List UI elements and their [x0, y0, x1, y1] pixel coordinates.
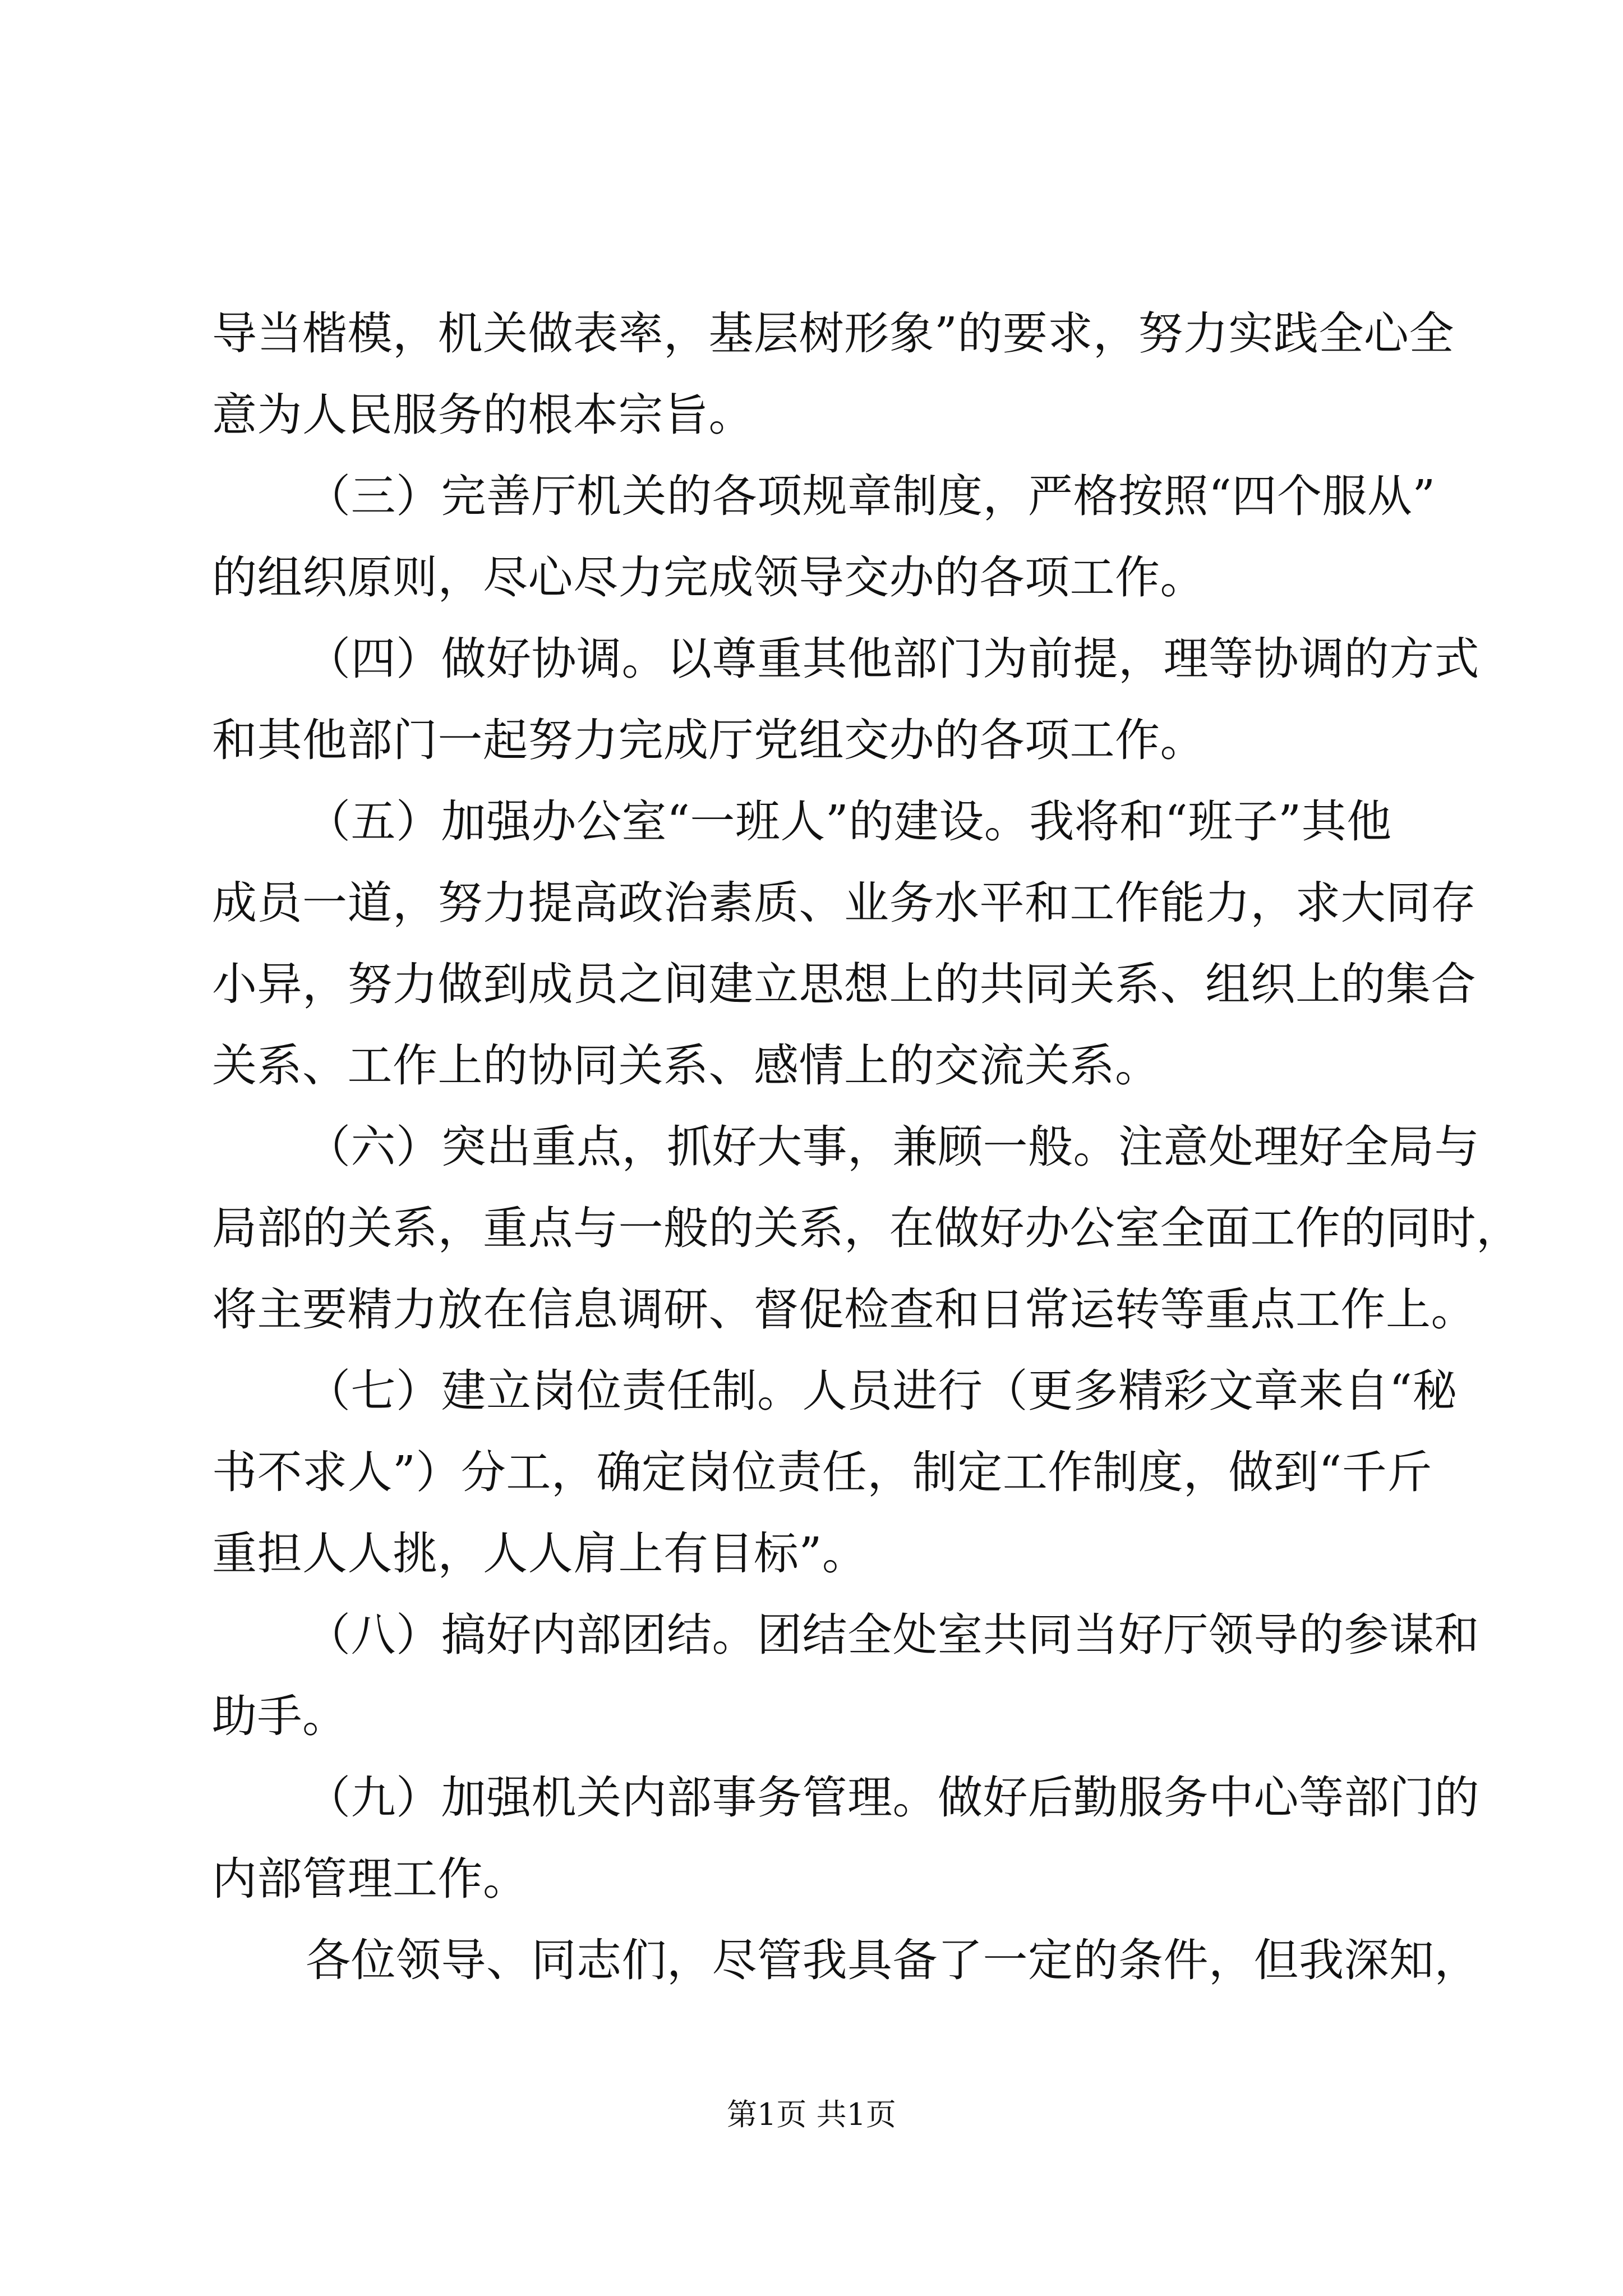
paragraph-line: （七）建立岗位责任制。人员进行（更多精彩文章来自“秘 [306, 1365, 1458, 1417]
paragraph-line: 重担人人挑，人人肩上有目标”。 [212, 1527, 868, 1580]
paragraph-line: 意为人民服务的根本宗旨。 [212, 389, 754, 441]
paragraph-line: 局部的关系，重点与一般的关系，在做好办公室全面工作的同时， [212, 1202, 1521, 1254]
paragraph-line: 各位领导、同志们，尽管我具备了一定的条件，但我深知， [306, 1934, 1479, 1986]
paragraph-line: 将主要精力放在信息调研、督促检查和日常运转等重点工作上。 [212, 1283, 1476, 1336]
paragraph-line: （六）突出重点，抓好大事，兼顾一般。注意处理好全局与 [306, 1121, 1479, 1173]
paragraph-line: 和其他部门一起努力完成厅党组交办的各项工作。 [212, 714, 1205, 766]
paragraph-line: 导当楷模，机关做表率，基层树形象”的要求，努力实践全心全 [212, 307, 1454, 360]
paragraph-line: （四）做好协调。以尊重其他部门为前提，理等协调的方式 [306, 633, 1479, 685]
paragraph-line: 书不求人”）分工，确定岗位责任，制定工作制度，做到“千斤 [212, 1446, 1432, 1498]
paragraph-line: 助手。 [212, 1690, 348, 1742]
paragraph-line: 小异，努力做到成员之间建立思想上的共同关系、组织上的集合 [212, 958, 1476, 1010]
paragraph-line: 内部管理工作。 [212, 1853, 528, 1905]
paragraph-line: （八）搞好内部团结。团结全处室共同当好厅领导的参谋和 [306, 1609, 1479, 1661]
paragraph-line: （五）加强办公室“一班人”的建设。我将和“班子”其他 [306, 795, 1392, 848]
paragraph-line: （三）完善厅机关的各项规章制度，严格按照“四个服从” [306, 470, 1436, 522]
page-footer: 第1页 共1页 [727, 2097, 896, 2132]
paragraph-line: （九）加强机关内部事务管理。做好后勤服务中心等部门的 [306, 1772, 1479, 1824]
paragraph-line: 的组织原则，尽心尽力完成领导交办的各项工作。 [212, 551, 1205, 604]
paragraph-line: 成员一道，努力提高政治素质、业务水平和工作能力，求大同存 [212, 877, 1476, 929]
paragraph-line: 关系、工作上的协同关系、感情上的交流关系。 [212, 1039, 1160, 1092]
